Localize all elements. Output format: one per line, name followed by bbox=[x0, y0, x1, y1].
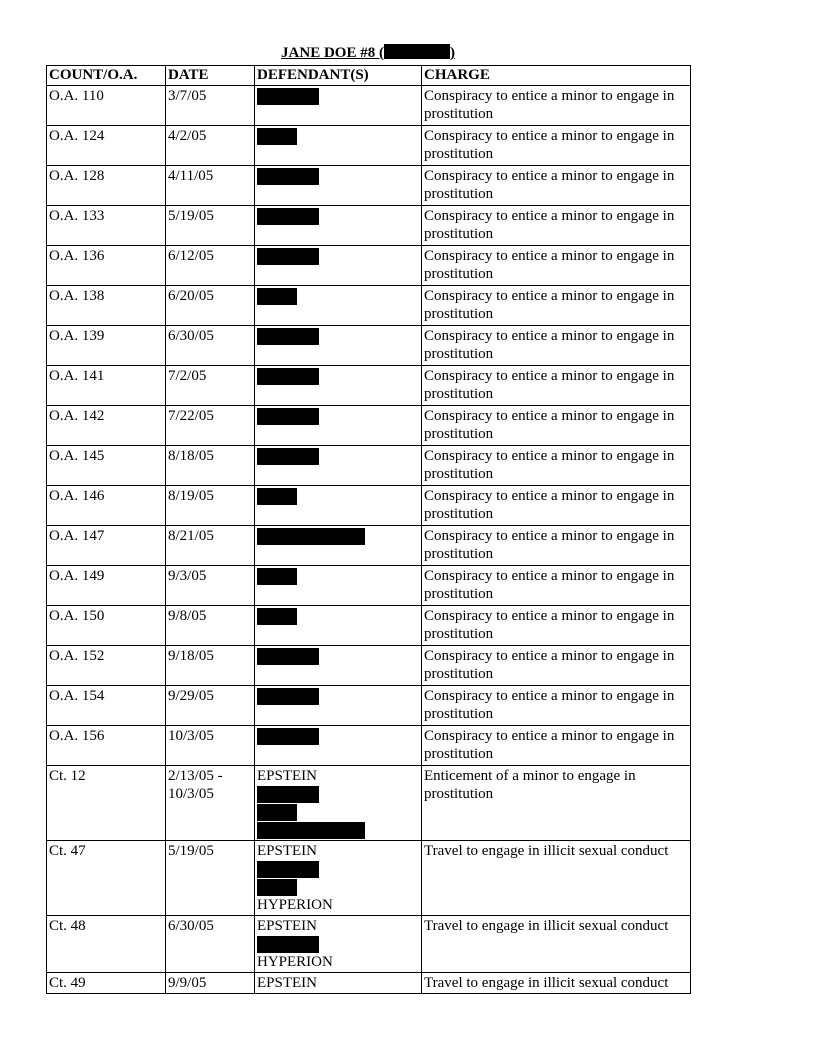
redaction-block bbox=[257, 128, 297, 145]
count-cell: O.A. 124 bbox=[47, 126, 166, 166]
charge-cell: Conspiracy to entice a minor to engage in prostitution bbox=[422, 286, 691, 326]
table-row bbox=[47, 326, 691, 366]
defendant-cell bbox=[255, 326, 422, 366]
defendant-cell bbox=[255, 166, 422, 206]
defendant-cell bbox=[255, 526, 422, 566]
count-cell: Ct. 49 bbox=[47, 973, 166, 994]
date-cell: 9/3/05 bbox=[166, 566, 255, 606]
defendant-cell bbox=[255, 446, 422, 486]
defendant-cell bbox=[255, 841, 422, 916]
count-cell: O.A. 142 bbox=[47, 406, 166, 446]
date-cell: 9/8/05 bbox=[166, 606, 255, 646]
charge-cell: Conspiracy to entice a minor to engage in prostitution bbox=[422, 606, 691, 646]
date-cell: 7/2/05 bbox=[166, 366, 255, 406]
table-row bbox=[47, 606, 691, 646]
table-row bbox=[47, 686, 691, 726]
defendant-cell bbox=[255, 646, 422, 686]
redaction-block bbox=[257, 568, 297, 585]
charge-cell: Conspiracy to entice a minor to engage in prostitution bbox=[422, 206, 691, 246]
charge-cell: Conspiracy to entice a minor to engage in prostitution bbox=[422, 406, 691, 446]
defendant-cell bbox=[255, 566, 422, 606]
redaction-block bbox=[257, 648, 319, 665]
date-cell: 5/19/05 bbox=[166, 841, 255, 916]
table-row bbox=[47, 126, 691, 166]
count-cell: O.A. 141 bbox=[47, 366, 166, 406]
count-cell: O.A. 150 bbox=[47, 606, 166, 646]
redaction-block bbox=[257, 786, 319, 803]
date-cell: 10/3/05 bbox=[166, 726, 255, 766]
charge-cell: Conspiracy to entice a minor to engage in prostitution bbox=[422, 126, 691, 166]
page-title bbox=[46, 44, 690, 62]
defendant-cell bbox=[255, 86, 422, 126]
redaction-block bbox=[257, 368, 319, 385]
redaction-block bbox=[257, 861, 319, 878]
redaction-block bbox=[257, 288, 297, 305]
redaction-block bbox=[257, 804, 297, 821]
charge-cell: Conspiracy to entice a minor to engage in prostitution bbox=[422, 366, 691, 406]
defendant-cell bbox=[255, 366, 422, 406]
count-cell: O.A. 139 bbox=[47, 326, 166, 366]
defendant-cell bbox=[255, 286, 422, 326]
date-cell: 4/11/05 bbox=[166, 166, 255, 206]
defendant-name: EPSTEIN bbox=[257, 918, 317, 934]
redaction-block bbox=[257, 248, 319, 265]
table-row bbox=[47, 246, 691, 286]
charge-cell: Conspiracy to entice a minor to engage in prostitution bbox=[422, 166, 691, 206]
count-cell: O.A. 156 bbox=[47, 726, 166, 766]
redaction-block bbox=[257, 408, 319, 425]
table-row bbox=[47, 86, 691, 126]
count-cell: O.A. 152 bbox=[47, 646, 166, 686]
redaction-block bbox=[384, 44, 450, 59]
defendant-name: EPSTEIN bbox=[257, 843, 317, 859]
table-row bbox=[47, 973, 691, 994]
table-row bbox=[47, 406, 691, 446]
table-header-row bbox=[47, 66, 691, 86]
table-row bbox=[47, 726, 691, 766]
defendant-name: HYPERION bbox=[257, 897, 333, 913]
defendant-cell bbox=[255, 126, 422, 166]
table-row bbox=[47, 166, 691, 206]
table-row bbox=[47, 486, 691, 526]
count-cell: O.A. 154 bbox=[47, 686, 166, 726]
count-cell: O.A. 138 bbox=[47, 286, 166, 326]
defendant-cell bbox=[255, 686, 422, 726]
defendant-name: EPSTEIN bbox=[257, 768, 317, 784]
redaction-block bbox=[257, 528, 365, 545]
defendant-cell bbox=[255, 406, 422, 446]
table-row bbox=[47, 366, 691, 406]
charge-cell: Travel to engage in illicit sexual conduct bbox=[422, 841, 691, 916]
charge-cell: Conspiracy to entice a minor to engage in prostitution bbox=[422, 686, 691, 726]
redaction-block bbox=[257, 822, 365, 839]
table-row bbox=[47, 916, 691, 973]
defendant-cell bbox=[255, 246, 422, 286]
redaction-block bbox=[257, 608, 297, 625]
date-cell: 4/2/05 bbox=[166, 126, 255, 166]
redaction-block bbox=[257, 728, 319, 745]
charge-cell: Enticement of a minor to engage in prostitution bbox=[422, 766, 691, 841]
count-cell: O.A. 145 bbox=[47, 446, 166, 486]
date-cell: 6/30/05 bbox=[166, 916, 255, 973]
defendant-cell bbox=[255, 606, 422, 646]
title-suffix: ) bbox=[449, 45, 455, 61]
defendant-cell bbox=[255, 973, 422, 994]
table-row bbox=[47, 566, 691, 606]
table-row bbox=[47, 646, 691, 686]
count-cell: O.A. 136 bbox=[47, 246, 166, 286]
redaction-block bbox=[257, 88, 319, 105]
table-row bbox=[47, 526, 691, 566]
count-cell: O.A. 133 bbox=[47, 206, 166, 246]
charge-cell: Conspiracy to entice a minor to engage in prostitution bbox=[422, 526, 691, 566]
charge-cell: Conspiracy to entice a minor to engage in prostitution bbox=[422, 486, 691, 526]
defendant-cell bbox=[255, 766, 422, 841]
title-prefix: JANE DOE #8 ( bbox=[281, 45, 384, 61]
date-cell: 2/13/05 - 10/3/05 bbox=[166, 766, 255, 841]
defendant-cell bbox=[255, 916, 422, 973]
charge-cell: Conspiracy to entice a minor to engage in prostitution bbox=[422, 86, 691, 126]
count-cell: Ct. 47 bbox=[47, 841, 166, 916]
header-charge: CHARGE bbox=[422, 66, 691, 86]
date-cell: 8/19/05 bbox=[166, 486, 255, 526]
date-cell: 5/19/05 bbox=[166, 206, 255, 246]
count-cell: O.A. 146 bbox=[47, 486, 166, 526]
count-cell: Ct. 48 bbox=[47, 916, 166, 973]
redaction-block bbox=[257, 448, 319, 465]
count-cell: O.A. 128 bbox=[47, 166, 166, 206]
charge-cell: Conspiracy to entice a minor to engage in prostitution bbox=[422, 326, 691, 366]
count-cell: Ct. 12 bbox=[47, 766, 166, 841]
redaction-block bbox=[257, 688, 319, 705]
date-cell: 6/12/05 bbox=[166, 246, 255, 286]
date-cell: 7/22/05 bbox=[166, 406, 255, 446]
date-cell: 3/7/05 bbox=[166, 86, 255, 126]
redaction-block bbox=[257, 488, 297, 505]
redaction-block bbox=[257, 936, 319, 953]
charge-cell: Conspiracy to entice a minor to engage in prostitution bbox=[422, 246, 691, 286]
date-cell: 6/30/05 bbox=[166, 326, 255, 366]
charge-cell: Travel to engage in illicit sexual conduct bbox=[422, 973, 691, 994]
date-cell: 9/18/05 bbox=[166, 646, 255, 686]
count-cell: O.A. 110 bbox=[47, 86, 166, 126]
table-row bbox=[47, 841, 691, 916]
date-cell: 6/20/05 bbox=[166, 286, 255, 326]
charge-cell: Conspiracy to entice a minor to engage in prostitution bbox=[422, 726, 691, 766]
redaction-block bbox=[257, 168, 319, 185]
count-cell: O.A. 147 bbox=[47, 526, 166, 566]
count-cell: O.A. 149 bbox=[47, 566, 166, 606]
charges-table bbox=[46, 65, 691, 994]
defendant-cell bbox=[255, 206, 422, 246]
header-defendants: DEFENDANT(S) bbox=[255, 66, 422, 86]
date-cell: 8/18/05 bbox=[166, 446, 255, 486]
header-date: DATE bbox=[166, 66, 255, 86]
defendant-cell bbox=[255, 726, 422, 766]
defendant-cell bbox=[255, 486, 422, 526]
table-row bbox=[47, 206, 691, 246]
table-row bbox=[47, 766, 691, 841]
date-cell: 9/9/05 bbox=[166, 973, 255, 994]
date-cell: 8/21/05 bbox=[166, 526, 255, 566]
defendant-name: EPSTEIN bbox=[257, 975, 317, 991]
date-cell: 9/29/05 bbox=[166, 686, 255, 726]
table-row bbox=[47, 286, 691, 326]
redaction-block bbox=[257, 879, 297, 896]
charge-cell: Conspiracy to entice a minor to engage in prostitution bbox=[422, 646, 691, 686]
charge-cell: Conspiracy to entice a minor to engage in prostitution bbox=[422, 446, 691, 486]
defendant-name: HYPERION bbox=[257, 954, 333, 970]
redaction-block bbox=[257, 328, 319, 345]
charge-cell: Travel to engage in illicit sexual conduct bbox=[422, 916, 691, 973]
redaction-block bbox=[257, 208, 319, 225]
charge-cell: Conspiracy to entice a minor to engage in prostitution bbox=[422, 566, 691, 606]
table-row bbox=[47, 446, 691, 486]
header-count: COUNT/O.A. bbox=[47, 66, 166, 86]
